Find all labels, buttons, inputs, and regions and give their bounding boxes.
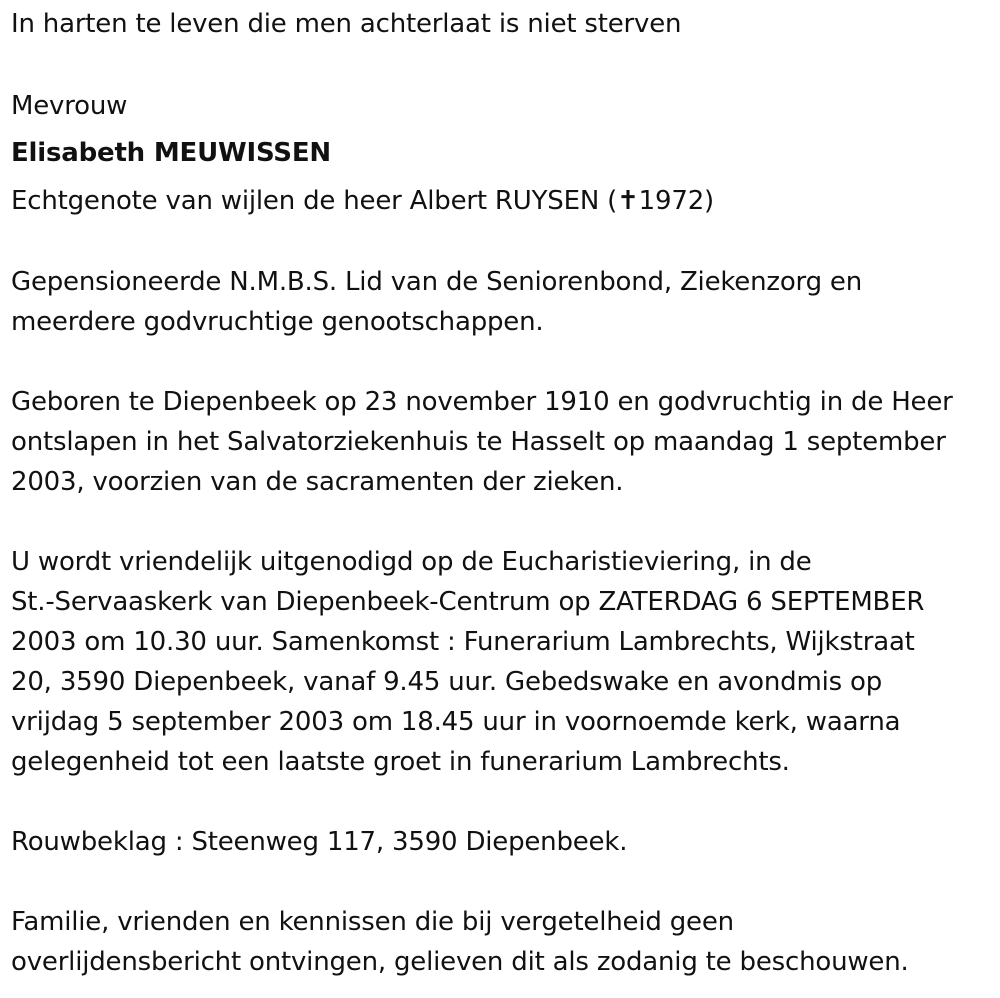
ceremony-line: U wordt vriendelijk uitgenodigd op de Eucharistieviering, in de — [11, 547, 812, 577]
title: Mevrouw — [11, 91, 128, 121]
closing-line: overlijdensbericht ontvingen, gelieven dit als zodanig te beschouwen. — [11, 947, 909, 977]
ceremony-line: 2003 om 10.30 uur. Samenkomst : Funerarium Lambrechts, Wijkstraat — [11, 627, 915, 657]
birth-death-line: ontslapen in het Salvatorziekenhuis te Hasselt op maandag 1 september — [11, 427, 946, 457]
ceremony-line: vrijdag 5 september 2003 om 18.45 uur in voornoemde kerk, waarna — [11, 707, 901, 737]
closing-line: Familie, vrienden en kennissen die bij vergetelheid geen — [11, 907, 734, 937]
membership-line: meerdere godvruchtige genootschappen. — [11, 307, 544, 337]
membership-paragraph — [11, 262, 862, 342]
deceased-name: Elisabeth MEUWISSEN — [11, 138, 331, 168]
closing-paragraph — [11, 902, 909, 982]
ceremony-line: St.-Servaaskerk van Diepenbeek-Centrum op ZATERDAG 6 SEPTEMBER — [11, 587, 925, 617]
ceremony-line: gelegenheid tot een laatste groet in funerarium Lambrechts. — [11, 747, 790, 777]
ceremony-paragraph — [11, 542, 924, 782]
birth-death-paragraph — [11, 382, 953, 502]
ceremony-line: 20, 3590 Diepenbeek, vanaf 9.45 uur. Gebedswake en avondmis op — [11, 667, 883, 697]
spouse-line: Echtgenote van wijlen de heer Albert RUYSEN (✝1972) — [11, 186, 714, 216]
motto: In harten te leven die men achterlaat is niet sterven — [11, 9, 682, 39]
condolences-address: Rouwbeklag : Steenweg 117, 3590 Diepenbeek. — [11, 827, 628, 857]
membership-line: Gepensioneerde N.M.B.S. Lid van de Seniorenbond, Ziekenzorg en — [11, 267, 863, 297]
birth-death-line: Geboren te Diepenbeek op 23 november 1910 en godvruchtig in de Heer — [11, 387, 953, 417]
birth-death-line: 2003, voorzien van de sacramenten der zieken. — [11, 467, 624, 497]
